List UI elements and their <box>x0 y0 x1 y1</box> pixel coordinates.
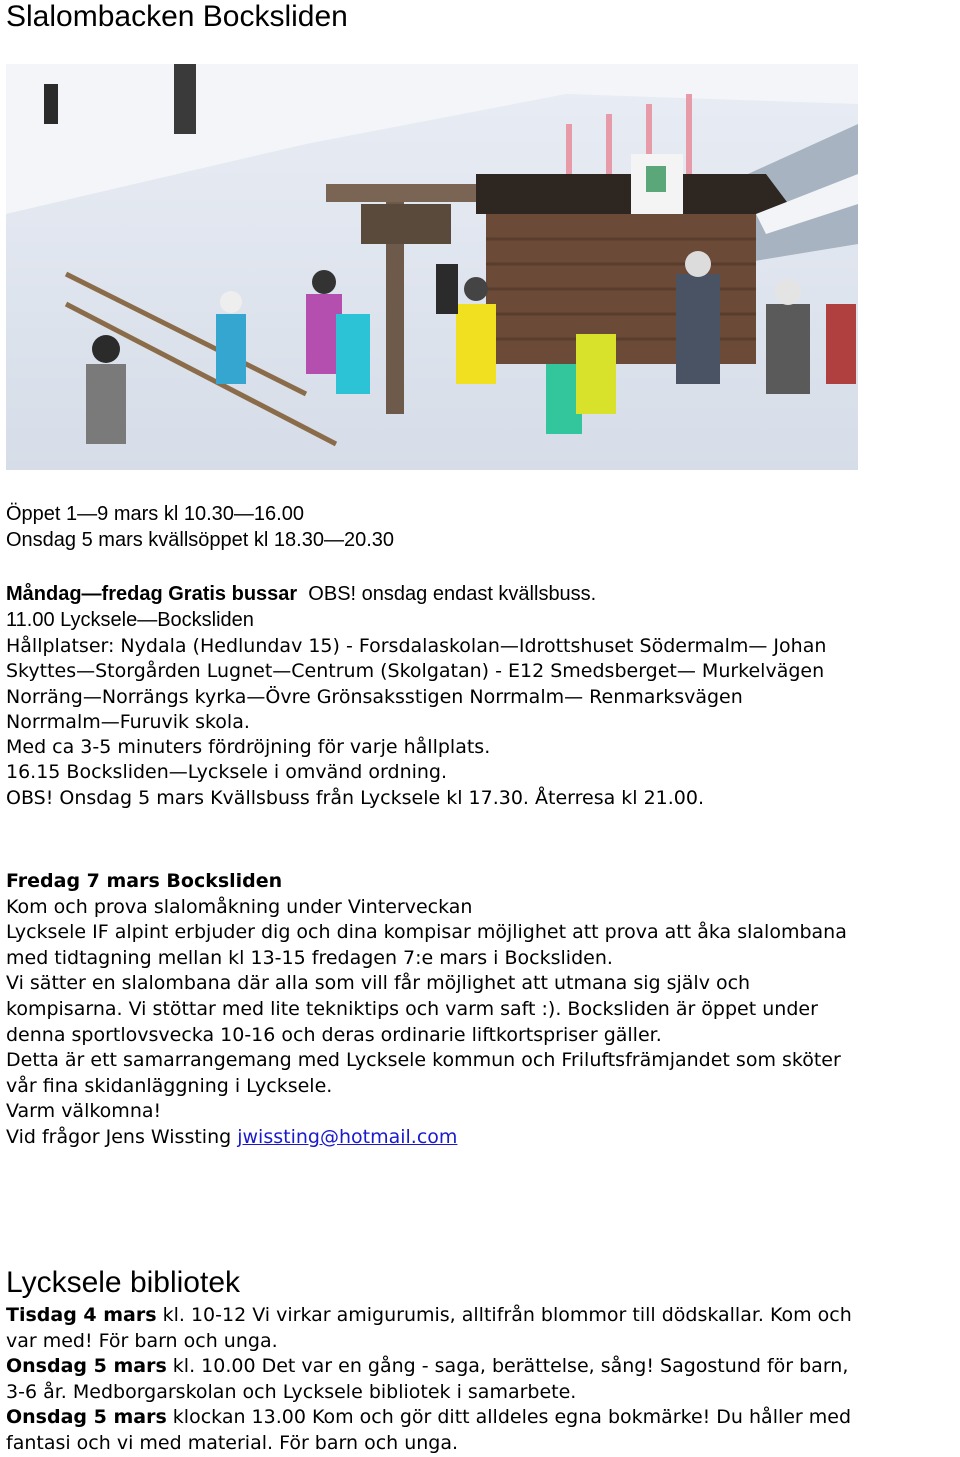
route-line: Med ca 3-5 minuters fördröjning för varje hållplats. <box>6 736 491 759</box>
friday-line: denna sportlovsvecka 10-16 och deras ordinarie liftkortspriser gäller. <box>6 1023 662 1046</box>
route-line: Skyttes—Storgården Lugnet—Centrum (Skolgatan) - E12 Smedsberget— Murkelvägen <box>6 660 825 683</box>
route-time: 11.00 Lycksele—Bocksliden <box>6 609 254 631</box>
opening-hours: Öppet 1—9 mars kl 10.30—16.00 <box>6 503 304 525</box>
contact-line: Vid frågor Jens Wissting jwissting@hotmail.com <box>6 1125 458 1148</box>
library-event-line: 3-6 år. Medborgarskolan och Lycksele bibliotek i samarbete. <box>6 1380 577 1403</box>
library-event-line: Onsdag 5 mars klockan 13.00 Kom och gör ditt alldeles egna bokmärke! Du håller med <box>6 1406 852 1429</box>
bus-info <box>6 581 596 607</box>
friday-line: Varm välkomna! <box>6 1100 162 1123</box>
friday-line: kompisarna. Vi stöttar med lite tekniktips och varm saft :). Bocksliden är öppet under <box>6 997 818 1020</box>
route-line: Norrmalm—Furuvik skola. <box>6 710 250 733</box>
bus-note: OBS! onsdag endast kvällsbuss. <box>297 583 597 605</box>
ski-title: Slalombacken Bocksliden <box>6 0 348 33</box>
friday-line: Lycksele IF alpint erbjuder dig och dina kompisar möjlighet att prova att åka slalombana <box>6 921 847 944</box>
ski-lift-photo <box>6 64 858 470</box>
friday-line: Kom och prova slalomåkning under Vinterveckan <box>6 895 473 918</box>
friday-line: Vi sätter en slalombana där alla som vill får möjlighet att utmana sig själv och <box>6 972 751 995</box>
friday-line: vår fina skidanläggning i Lycksele. <box>6 1074 333 1097</box>
library-event-line: Onsdag 5 mars kl. 10.00 Det var en gång - saga, berättelse, sång! Sagostund för barn, <box>6 1355 849 1378</box>
route-details <box>6 634 960 811</box>
library-event-line: var med! För barn och unga. <box>6 1329 278 1352</box>
friday-heading: Fredag 7 mars Bocksliden <box>6 870 283 892</box>
library-title: Lycksele bibliotek <box>6 1266 241 1299</box>
route-line: Hållplatser: Nydala (Hedlundav 15) - Forsdalaskolan—Idrottshuset Södermalm— Johan <box>6 635 827 657</box>
route-line: 16.15 Bocksliden—Lycksele i omvänd ordning. <box>6 761 448 784</box>
library-event-line: Tisdag 4 mars kl. 10-12 Vi virkar amigurumis, alltifrån blommor till dödskallar. Kom och <box>6 1304 852 1326</box>
friday-line: med tidtagning mellan kl 13-15 fredagen 7:e mars i Bocksliden. <box>6 946 613 969</box>
route-line: OBS! Onsdag 5 mars Kvällsbuss från Lycksele kl 17.30. Återresa kl 21.00. <box>6 786 705 809</box>
route-line: Norräng—Norrängs kyrka—Övre Grönsaksstigen Norrmalm— Renmarksvägen <box>6 685 743 708</box>
friday-line: Detta är ett samarrangemang med Lycksele kommun och Friluftsfrämjandet som sköter <box>6 1049 841 1072</box>
email-link[interactable]: jwissting@hotmail.com <box>237 1125 458 1148</box>
library-events <box>6 1303 960 1457</box>
evening-hours: Onsdag 5 mars kvällsöppet kl 18.30—20.30 <box>6 529 394 551</box>
bus-heading: Måndag—fredag Gratis bussar <box>6 583 298 605</box>
library-event-line: fantasi och vi med material. För barn och unga. <box>6 1431 459 1454</box>
friday-section <box>6 869 960 1151</box>
